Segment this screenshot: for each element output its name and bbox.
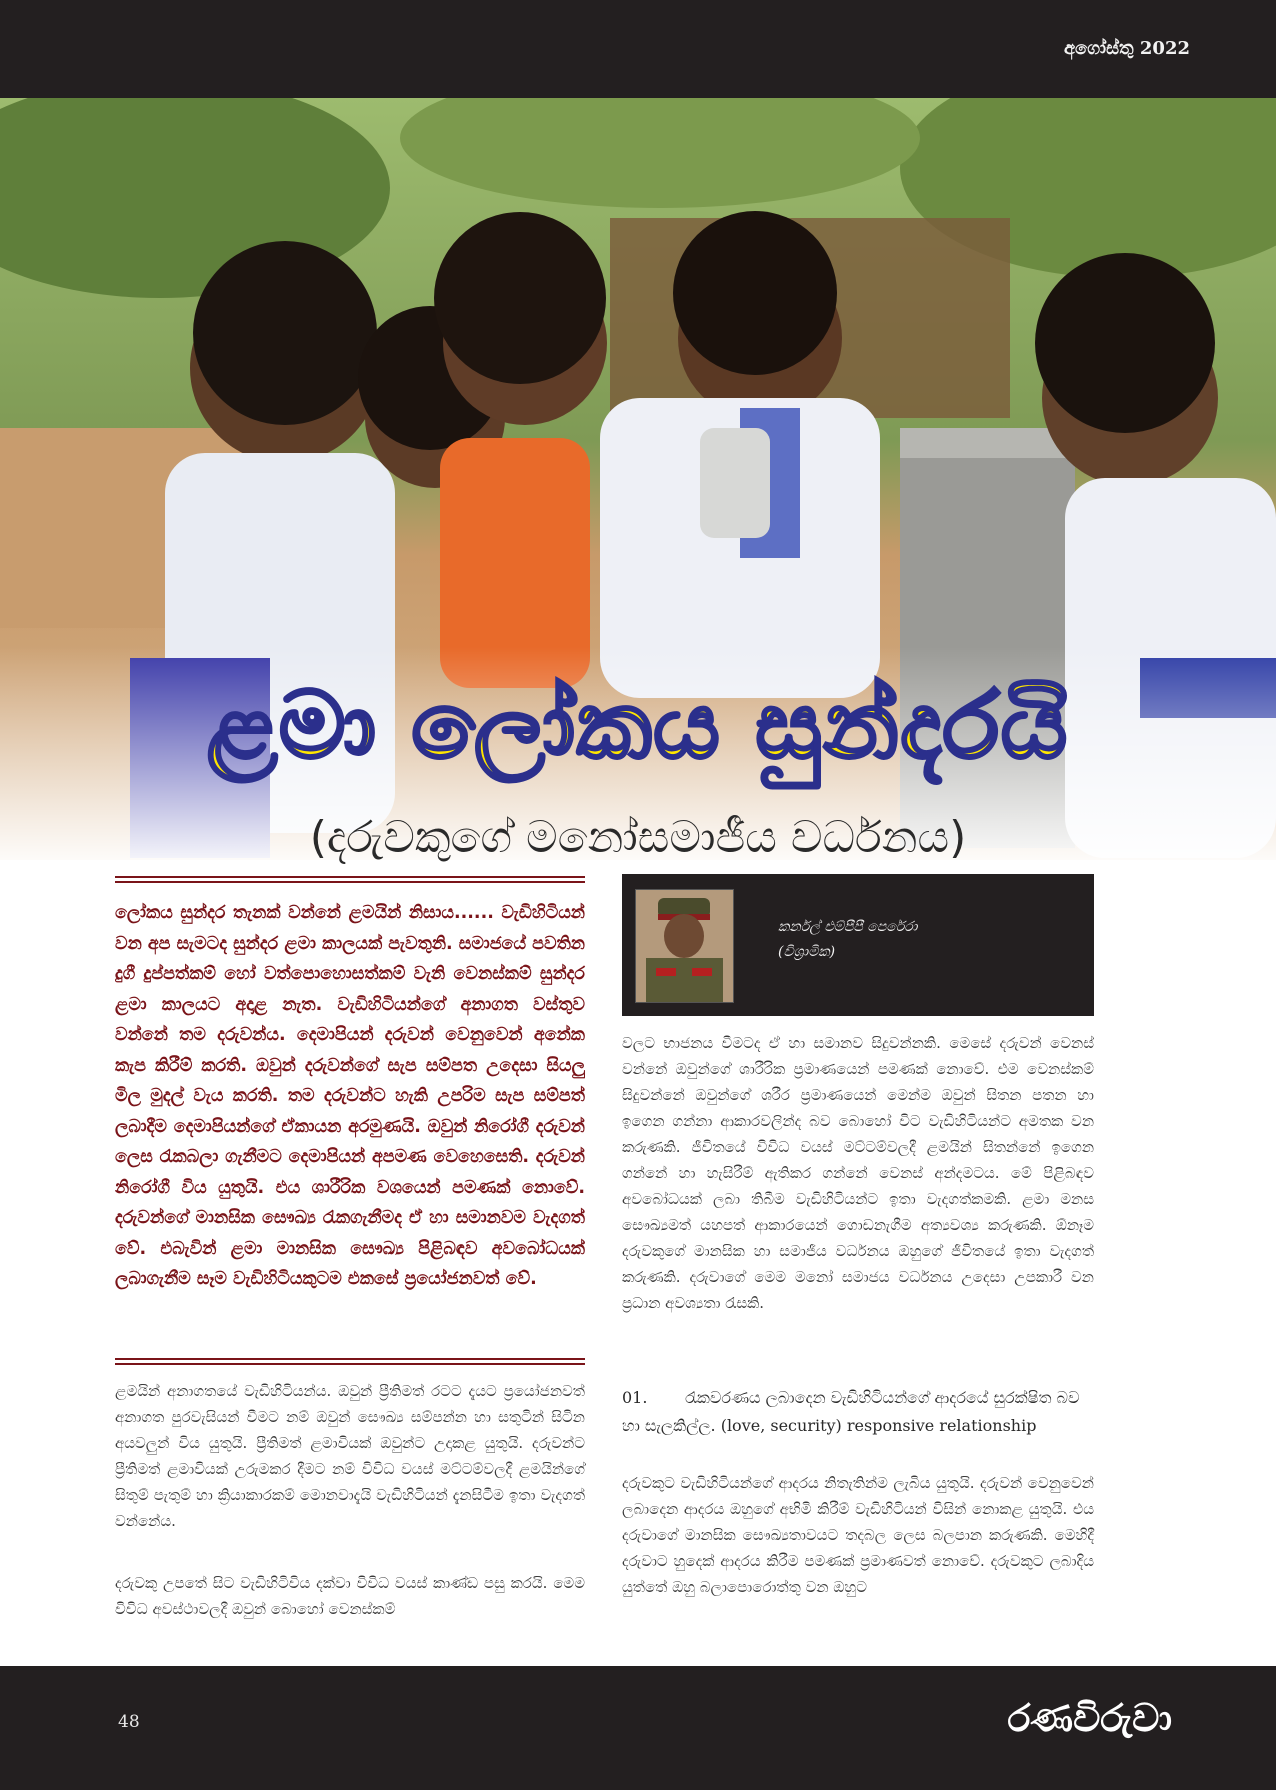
- intro-top-rule: [115, 876, 585, 878]
- author-role: (විශ්‍රාමික): [778, 944, 836, 960]
- body-paragraph-1: ළමයින් අනාගතයේ වැඩිහිටියන්ය. ඔවුන් ප්‍රීතිමත් රටට දැයට ප්‍රයෝජනවත් අනාගත පුරවැසියන් වීමට නම් ඔවුන් සෞඛ්‍ය සම්පන්න හා සතුටින් සිටින අයවලුන් විය යුතුයි. ප්‍රීතිමත් ළමාවියක් ඔවුන්ට උදාකළ යුතුයි. දරුවන්ට ප්‍රීතිමත් ළමාවියක් උරුමකර දීමට නම් විවිධ වයස් මට්ටම්වලදී ළමයින්ගේ සිතුම් පැතුම් හා ක්‍රියාකාරකම් මොනවාදැයි වැඩිහිටියන් දැනසිටීම ඉතා වැදගත් වන්නේය.: [115, 1382, 585, 1530]
- section-heading-01: [622, 1384, 1094, 1440]
- article-subtitle: (දරුවකුගේ මනෝසමාජීය වර්ධනය): [309, 812, 967, 863]
- intro-paragraph: ලෝකය සුන්දර තැනක් වන්නේ ළමයින් නිසාය...... වැඩිහිටියන් වන අප සැමටද සුන්දර ළමා කාලයක් පැවතුනි. සමාජයේ පවතින දුගී දුප්පත්කම් හෝ වත්පොහොසත්කම් වැනි වෙනස්කම් සුන්දර ළමා කාලයට අදාළ නැත. වැඩිහිටියන්ගේ අනාගත වස්තුව වන්නේ තම දරුවන්ය. දෙමාපියන් දරුවන් වෙනුවෙන් අනේක කැප කිරීම් කරති. ඔවුන් දරුවන්ගේ සැප සම්පත උදෙසා සියලු මිල මුදල් වැය කරති. තම දරුවන්ට හැකි උපරිම සැප සම්පත් ලබාදීම දෙමාපියන්ගේ ඒකායන අරමුණයි. ඔවුන් නිරෝගී දරුවන් ලෙස රැකබලා ගැනීමට දෙමාපියන් අපමණ වෙහෙසෙති. දරුවන් නිරෝගී විය යුතුයි. එය ශාරීරික වශයෙන් පමණක් නොවේ. දරුවන්ගේ මානසික සෞඛ්‍ය රැකගැනීමද ඒ හා සමානවම වැදගත් වේ. එබැවින් ළමා මානසික සෞඛ්‍ය පිළිබඳව අවබෝධයක් ලබාගැනීම සෑම වැඩිහිටියකුටම එකසේ ප්‍රයෝජනවත් වේ.: [115, 903, 585, 1289]
- section-heading-text: රැකවරණය ලබාදෙන වැඩිහිටියන්ගේ ආදරයේ සුරක්ෂිත බව හා සැලකිල්ල. (love, security) responsive relationship: [622, 1388, 1080, 1435]
- magazine-logo: රණවිරුවා: [1007, 1696, 1172, 1740]
- author-box: [622, 874, 1094, 1016]
- right-paragraph-1: වලට භාජනය වීමටද ඒ හා සමානව සිදුවන්නකි. මෙසේ දරුවන් වෙනස් වන්නේ ඔවුන්ගේ ශාරීරික ප්‍රමාණයෙන් පමණක් නොවේ. එම වෙනස්කම් සිදුවන්නේ ඔවුන්ගේ ශරීර ප්‍රමාණයෙන් මෙන්ම ඔවුන් සිතන පතන හා ඉගෙන ගන්නා ආකාරවලින්ද බව බොහෝ විට වැඩිහිටියන්ට අමතක වන කරුණකි. ජීවිතයේ විවිධ වයස් මට්ටම්වලදී ළමයින් සිතන්නේ ඉගෙන ගන්නේ හා හැසිරීම් ඇතිකර ගන්නේ වෙනස් අන්දමටය. මේ පිළිබඳව අවබෝධයක් ලබා තිබීම වැඩිහිටියන්ට ඉතා වැදගත්කමකි. ළමා මනස සෞඛ්‍යමත් යහපත් ආකාරයෙන් ගොඩනැගීම අත්‍යවශ්‍ය කරුණකි. ඕනෑම දරුවකුගේ මානසික හා සමාජීය වර්ධනය ඔහුගේ ජීවිතයේ ඉතා වැදගත් කරුණකි. දරුවාගේ මෙම මනෝ සමාජය වර්ධනය උදෙසා උපකාරී වන ප්‍රධාන අවශ්‍යතා රැසකි.: [622, 1034, 1094, 1312]
- author-portrait-image: [636, 890, 733, 1002]
- issue-date: අගෝස්තු 2022: [1063, 38, 1190, 59]
- article-title: ළමා ලෝකය සුන්දරයි: [206, 672, 1070, 779]
- intro-bottom-rule-2: [115, 1363, 585, 1365]
- intro-top-rule-2: [115, 881, 585, 883]
- author-name: කර්නල් එම්පීපී පෙරේරා: [778, 919, 918, 935]
- page-number: 48: [118, 1712, 140, 1732]
- author-photo: [635, 889, 734, 1003]
- bottom-bar: [0, 1666, 1276, 1790]
- body-paragraph-2: දරුවකු උපතේ සිට වැඩිහිටිවිය දක්වා විවිධ වයස් කාණ්ඩ පසු කරයි. මෙම විවිධ අවස්ථාවලදී ඔවුන් බොහෝ වෙනස්කම්: [115, 1574, 585, 1618]
- top-bar: [0, 0, 1276, 98]
- right-paragraph-2: දරුවකුට වැඩිහිටියන්ගේ ආදරය නිතැතින්ම ලැබිය යුතුයි. දරුවන් වෙනුවෙන් ලබාදෙන ආදරය ඔහුගේ අභිමි කිරීම් වැඩිහිටියන් විසින් නොකළ යුතුයි. එය දරුවාගේ මානසික සෞඛ්‍යතාවයට තදබල ලෙස බලපාන කරුණකි. මෙහිදී දරුවාට හුදෙක් ආදරය කිරීම පමණක් ප්‍රමාණවත් නොවේ. දරුවකුට ලබාදිය යුත්තේ ඔහු බලාපොරොත්තු වන ඔහුට: [622, 1474, 1094, 1596]
- intro-bottom-rule: [115, 1358, 585, 1360]
- section-number: 01.: [622, 1388, 648, 1407]
